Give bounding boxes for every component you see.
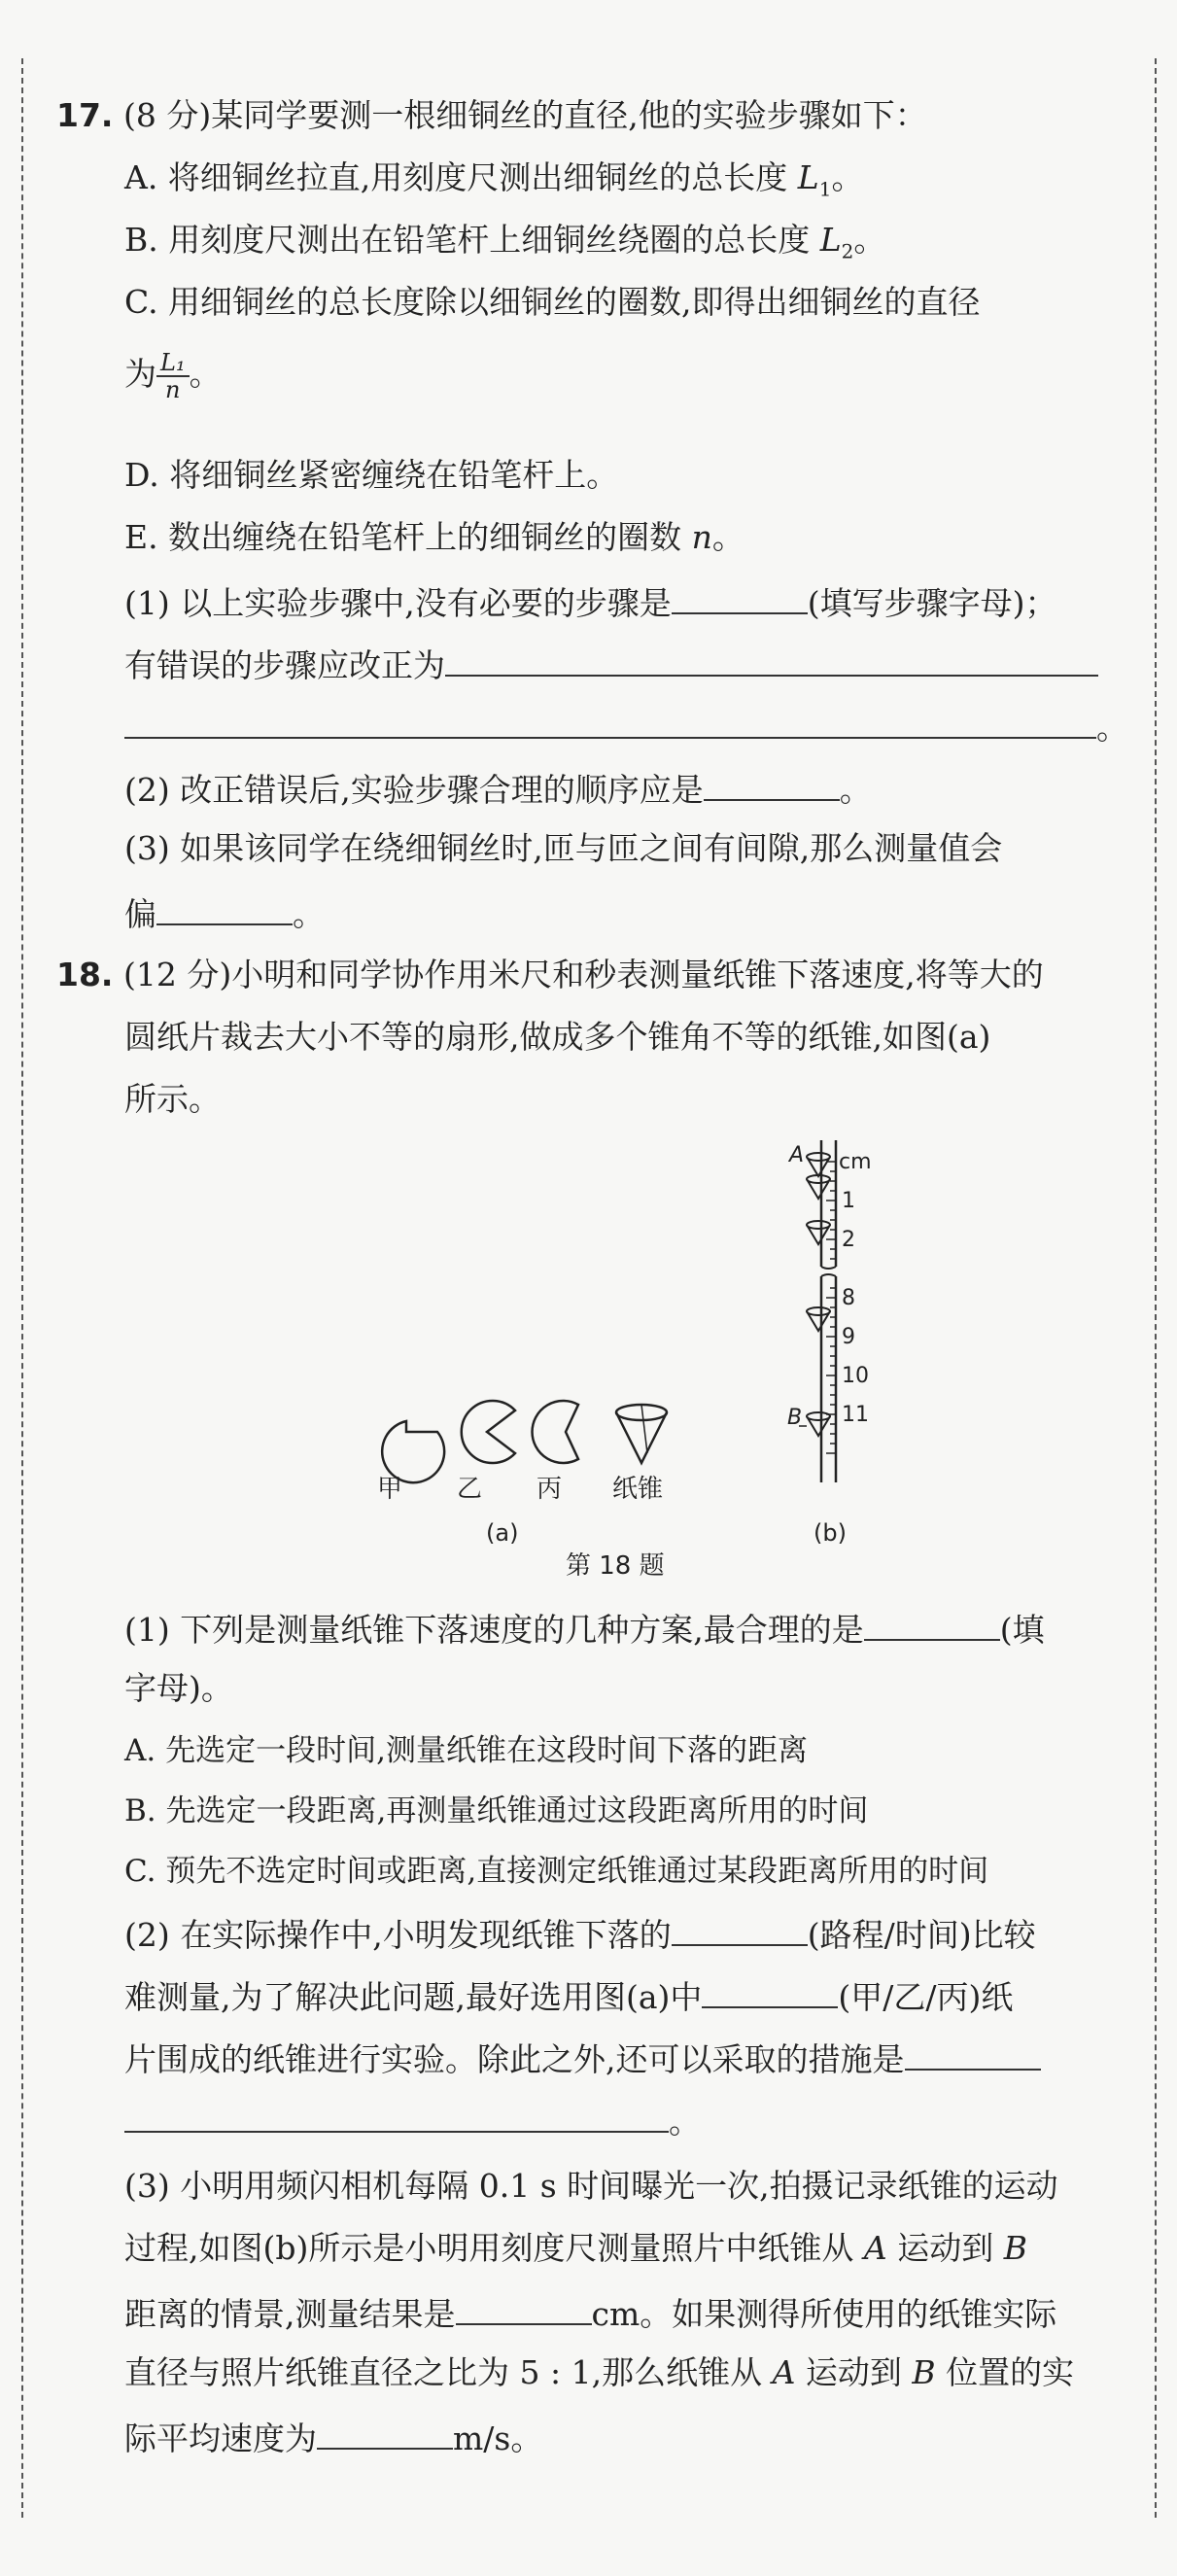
paper-circle-jia [382,1421,444,1482]
q17-p1-hint: (填写步骤字母)； [807,584,1057,622]
falling-cones [807,1153,830,1436]
q17-step-a-text: A. 将细铜丝拉直,用刻度尺测出细铜丝的总长度 [124,158,798,196]
point-b-label: B [787,1406,803,1430]
q17-p1-blank3[interactable] [124,704,1096,739]
label-jia: 甲 [377,1475,403,1504]
q17-p1-end: 。 [1096,709,1128,747]
ruler-tick-8: 8 [842,1286,855,1310]
q17-step-b-text: B. 用刻度尺测出在铅笔杆上细铜丝绕圈的总长度 [124,221,820,259]
q18-part2-line3 [124,2036,1041,2080]
q17-intro: (8 分)某同学要测一根细铜丝的直径,他的实验步骤如下： [122,96,927,134]
q18-option-b: B. 先选定一段距离,再测量纸锥通过这段距离所用的时间 [124,1793,869,1828]
q17-step-e-var: n [691,518,712,556]
q17-step-a-sub: 1 [818,177,832,201]
q17-p3-end: 。 [293,895,325,933]
q18-figure [321,1132,923,1560]
q18-p3-text3b: cm。如果测得所使用的纸锥实际 [591,2295,1057,2333]
q18-p3-point-a: A [863,2229,887,2267]
q17-p1-blank1[interactable] [672,579,808,614]
q17-fraction-num: L₁ [156,350,190,377]
page-border-right [1155,58,1157,2518]
q17-step-c-pre: 为 [124,355,156,393]
q17-step-c-end: 。 [189,355,222,393]
caption-b: (b) [814,1519,847,1547]
q17-part2 [124,766,872,811]
q17-step-e-end: 。 [711,518,744,556]
q18-part3-line5 [124,2415,542,2459]
q17-p2-blank[interactable] [704,766,840,801]
q18-intro-line3: 所示。 [124,1080,221,1118]
q18-number: 18. [56,956,114,993]
q17-number: 17. [56,96,114,134]
q18-intro-line1 [56,955,1044,995]
q18-part3-line3 [124,2290,1056,2335]
paper-cone [616,1405,667,1463]
q18-p2-blank3[interactable] [905,2036,1041,2071]
ruler-tick-9: 9 [842,1325,855,1349]
page-border-left [21,58,23,2518]
q17-p3-text: 偏 [124,895,156,933]
q18-part3-line1: (3) 小明用频闪相机每隔 0.1 s 时间曝光一次,拍摄记录纸锥的运动 [124,2167,1058,2205]
q17-step-c-line2 [124,350,222,402]
q18-intro1: (12 分)小明和同学协作用米尺和秒表测量纸锥下落速度,将等大的 [122,956,1044,993]
q18-p2-text: (2) 在实际操作中,小明发现纸锥下落的 [124,1916,672,1954]
label-bing: 丙 [537,1475,563,1504]
q18-p2-blank1[interactable] [672,1911,808,1946]
q17-step-b-var: L [819,221,842,259]
q18-p3-mid: 运动到 [886,2229,1004,2267]
q17-step-d: D. 将细铜丝紧密缠绕在铅笔杆上。 [124,456,619,494]
point-a-label: A [789,1143,805,1167]
q18-p3-blank1[interactable] [456,2290,592,2325]
q17-step-a-end: 。 [831,158,864,196]
paper-circle-bing [533,1401,578,1463]
q18-p3-text3: 距离的情景,测量结果是 [124,2295,456,2333]
q18-p2-blank4[interactable] [124,2098,669,2133]
q18-p1-hint: (填 [999,1611,1045,1649]
q17-part1-line3 [124,704,1128,748]
q18-p3-text4: 直径与照片纸锥直径之比为 5 : 1,那么纸锥从 [124,2353,773,2391]
q18-option-a: A. 先选定一段时间,测量纸锥在这段时间下落的距离 [124,1733,808,1768]
q18-part3-line4 [124,2352,1074,2393]
q17-p2-end: 。 [839,771,872,809]
ruler-ticks [826,1162,836,1453]
q18-part1-line1 [124,1606,1045,1651]
ruler-tick-11: 11 [842,1403,869,1427]
label-yi: 乙 [457,1475,483,1504]
q18-option-c: C. 预先不选定时间或距离,直接测定纸锥通过某段距离所用的时间 [124,1854,989,1889]
q18-p2-text3: 片围成的纸锥进行实验。除此之外,还可以采取的措施是 [124,2040,905,2078]
q18-p2-end: 。 [669,2103,701,2141]
q17-step-a-var: L [797,158,819,196]
q18-p2-hint2: (甲/乙/丙)纸 [838,1978,1014,2016]
caption-a: (a) [486,1519,519,1547]
q18-p3-unit: m/s。 [453,2419,543,2457]
q17-p1-correction-label: 有错误的步骤应改正为 [124,646,445,684]
q18-p3-text5: 际平均速度为 [124,2419,317,2457]
q18-p2-blank2[interactable] [702,1973,838,2008]
q18-part1-line2: 字母)。 [124,1669,233,1707]
q17-part1-line2 [124,642,1098,686]
q17-p1-blank2[interactable] [445,642,1098,677]
q17-intro-line [56,95,927,136]
ruler-tick-1: 1 [842,1189,855,1213]
q18-p3-point-b2: B [912,2353,936,2391]
q18-part2-line2 [124,1973,1013,2018]
q18-part2-line1 [124,1911,1036,1956]
q17-step-b-sub: 2 [841,239,854,263]
paper-circle-yi [462,1401,515,1463]
q17-part1-line1 [124,579,1056,624]
q17-fraction-den: n [165,376,181,403]
q18-p3-point-b: B [1003,2229,1027,2267]
q18-part2-line4 [124,2098,701,2142]
label-cone: 纸锥 [612,1475,664,1504]
q17-step-e [124,517,744,558]
ruler-unit: cm [839,1150,872,1174]
ruler-tick-2: 2 [842,1228,855,1252]
q18-p1-blank[interactable] [864,1606,1000,1641]
q17-step-c-line1: C. 用细铜丝的总长度除以细铜丝的圈数,即得出细铜丝的直径 [124,283,981,321]
q18-part3-line2 [124,2228,1027,2269]
q17-p1-text: (1) 以上实验步骤中,没有必要的步骤是 [124,584,672,622]
q17-p3-blank[interactable] [156,890,293,925]
figure-title: 第 18 题 [566,1551,665,1581]
q17-p2-text: (2) 改正错误后,实验步骤合理的顺序应是 [124,771,704,809]
q17-fraction [156,350,190,402]
q18-p2-hint1: (路程/时间)比较 [807,1916,1036,1954]
q17-part3-line1: (3) 如果该同学在绕细铜丝时,匝与匝之间有间隙,那么测量值会 [124,829,1003,867]
q18-p3-text2: 过程,如图(b)所示是小明用刻度尺测量照片中纸锥从 [124,2229,864,2267]
q18-p3-blank2[interactable] [317,2415,453,2450]
q17-step-b [124,220,885,272]
ruler-tick-10: 10 [842,1364,869,1388]
q18-intro-line2: 圆纸片裁去大小不等的扇形,做成多个锥角不等的纸锥,如图(a) [124,1018,991,1056]
q17-step-e-text: E. 数出缠绕在铅笔杆上的细铜丝的圈数 [124,518,692,556]
q18-p2-text2: 难测量,为了解决此问题,最好选用图(a)中 [124,1978,703,2016]
q17-part3-line2 [124,890,325,935]
q17-step-b-end: 。 [853,221,886,259]
q18-p3-text4-end: 位置的实 [935,2353,1075,2391]
q18-p3-point-a2: A [772,2353,796,2391]
q18-p3-mid2: 运动到 [795,2353,913,2391]
q17-step-a [124,157,863,210]
q18-p1-text: (1) 下列是测量纸锥下落速度的几种方案,最合理的是 [124,1611,864,1649]
